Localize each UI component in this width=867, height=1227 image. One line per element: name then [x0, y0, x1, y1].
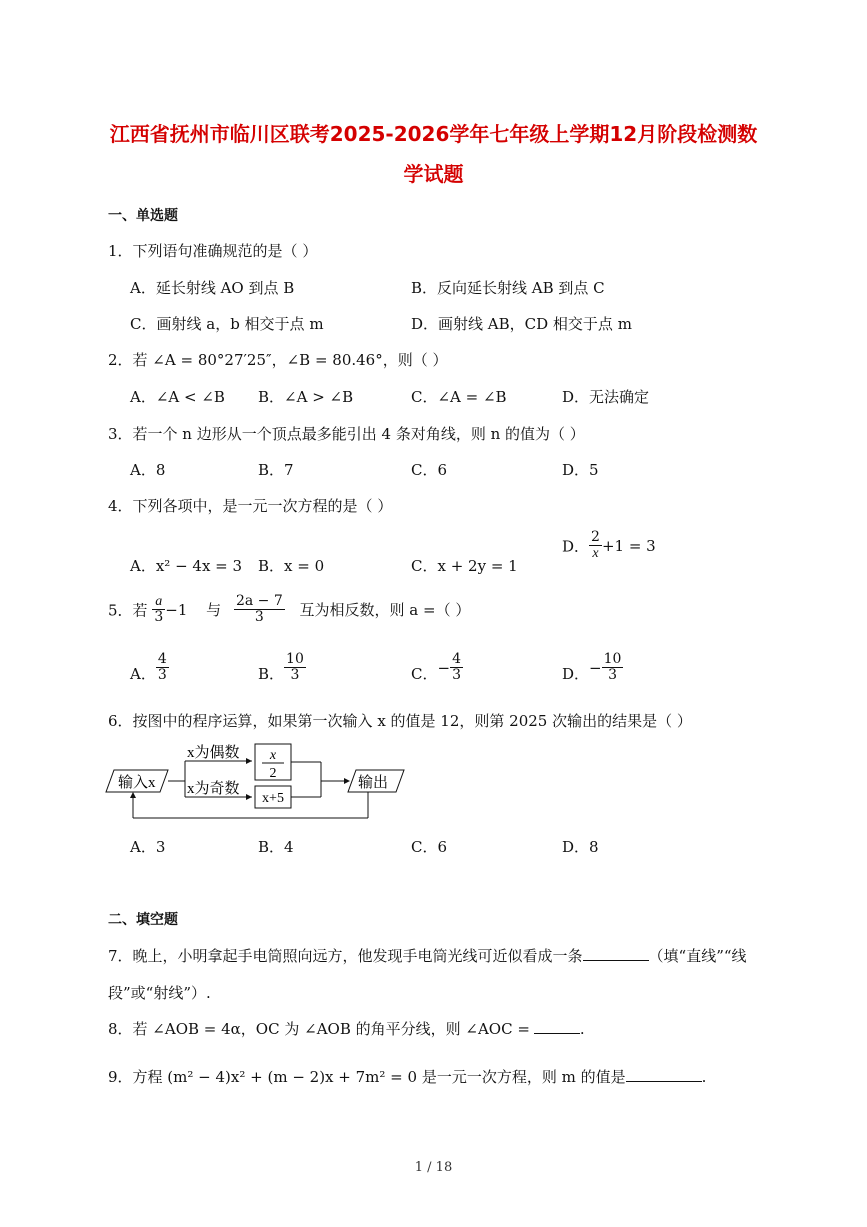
- q7-answer-blank[interactable]: [583, 959, 649, 961]
- q7-text-1: 7．晚上，小明拿起手电筒照向远方，他发现手电筒光线可近似看成一条: [108, 947, 583, 965]
- q4-d-numerator: 2: [591, 529, 600, 545]
- q5-stem: [108, 594, 470, 626]
- q2-stem: 2．若 ∠A = 80°27′25″，∠B = 80.46°，则（ ）: [108, 351, 448, 369]
- q5-a-fraction: [156, 652, 169, 684]
- q2-option-a: A．∠A < ∠B: [130, 388, 225, 406]
- q4-d-denominator: x: [592, 546, 599, 562]
- q3-option-a: A．8: [130, 461, 166, 479]
- q6-flowchart: [100, 740, 420, 830]
- q1-option-b: B．反向延长射线 AB 到点 C: [411, 279, 605, 297]
- q6-option-c: C．6: [411, 838, 448, 856]
- q4-option-d-label: D．: [562, 537, 590, 556]
- q5-a-num: 4: [157, 651, 167, 667]
- q5-mid: 与: [206, 601, 222, 620]
- q4-option-a: A．x² − 4x = 3: [130, 557, 243, 575]
- q3-option-d: D．5: [562, 461, 599, 479]
- flow-box1-num: x: [269, 748, 277, 763]
- q5-d-fraction: [602, 652, 624, 684]
- q1-stem: 1．下列语句准确规范的是（ ）: [108, 242, 318, 260]
- q2-option-b: B．∠A > ∠B: [258, 388, 354, 406]
- q8-stem: [108, 1018, 585, 1039]
- q5-a-den: 3: [157, 667, 167, 684]
- q5-f2-denominator: 3: [254, 609, 264, 626]
- q6-option-b: B．4: [258, 838, 294, 856]
- flow-output-label: 输出: [358, 775, 389, 791]
- q5-c-den: 3: [452, 667, 461, 684]
- q5-b-num: 10: [286, 651, 304, 667]
- q7-text-2: （填“直线”“线: [648, 947, 747, 965]
- q5-c-sign: −: [437, 658, 451, 677]
- q7-stem: [108, 945, 747, 966]
- q1-option-a: A．延长射线 AO 到点 B: [130, 279, 295, 297]
- flow-box2-label: x+5: [262, 791, 284, 806]
- exam-title-line1: 江西省抚州市临川区联考2025-2026学年七年级上学期12月阶段检测数: [109, 122, 758, 146]
- q6-option-a: A．3: [130, 838, 166, 856]
- q5-option-b: [258, 652, 306, 684]
- q6-option-d: D．8: [562, 838, 599, 856]
- q5-d-label: D．: [562, 664, 590, 683]
- q3-option-b: B．7: [258, 461, 294, 479]
- q5-d-den: 3: [608, 667, 617, 684]
- q5-prefix: 5．若: [108, 601, 148, 620]
- q4-option-d: [562, 530, 656, 562]
- q5-b-label: B．: [258, 664, 285, 683]
- q4-option-b: B．x = 0: [258, 557, 325, 575]
- q4-option-c: C．x + 2y = 1: [411, 557, 518, 575]
- q7-stem-cont: 段”或“射线”）.: [108, 984, 211, 1002]
- q9-text-2: .: [701, 1068, 707, 1086]
- q6-stem: 6．按图中的程序运算，如果第一次输入 x 的值是 12，则第 2025 次输出的结果是（ ）: [108, 712, 692, 730]
- q5-suffix: 互为相反数，则 a =（ ）: [299, 601, 471, 620]
- q2-option-c: C．∠A = ∠B: [411, 388, 507, 406]
- q5-b-den: 3: [290, 667, 300, 684]
- q5-option-c: [411, 652, 463, 684]
- q8-answer-blank[interactable]: [534, 1032, 580, 1034]
- flow-box1-den: 2: [269, 766, 277, 781]
- flow-input-label: 输入x: [118, 775, 156, 791]
- q5-f1-rest: −1: [165, 600, 188, 619]
- q1-option-d: D．画射线 AB，CD 相交于点 m: [411, 315, 632, 333]
- q5-a-label: A．: [130, 664, 156, 683]
- q5-c-num: 4: [452, 651, 461, 667]
- exam-title-line2: 学试题: [403, 162, 464, 186]
- q5-fraction-1: [152, 594, 165, 626]
- q1-option-c: C．画射线 a，b 相交于点 m: [130, 315, 324, 333]
- section-heading-fill: 二、填空题: [108, 912, 178, 928]
- q8-text-2: .: [579, 1020, 585, 1038]
- q5-b-fraction: [284, 652, 306, 684]
- q5-f1-numerator: a: [152, 594, 165, 610]
- flow-even-label: x为偶数: [187, 745, 240, 761]
- q3-stem: 3．若一个 n 边形从一个顶点最多能引出 4 条对角线，则 n 的值为（ ）: [108, 425, 585, 443]
- q5-c-label: C．: [411, 664, 438, 683]
- q9-stem: [108, 1066, 706, 1087]
- q4-d-rest: +1 = 3: [601, 536, 656, 555]
- q5-f1-denominator: 3: [154, 609, 164, 626]
- flow-odd-label: x为奇数: [187, 781, 240, 797]
- q5-option-a: [130, 652, 169, 684]
- q5-d-num: 10: [603, 651, 622, 667]
- q9-text-1: 9．方程 (m² − 4)x² + (m − 2)x + 7m² = 0 是一元一次方程，则 m 的值是: [108, 1068, 626, 1086]
- q4-stem: 4．下列各项中，是一元一次方程的是（ ）: [108, 497, 393, 515]
- q8-text-1: 8．若 ∠AOB = 4α，OC 为 ∠AOB 的角平分线，则 ∠AOC =: [108, 1020, 530, 1038]
- page-number: 1 / 18: [414, 1160, 453, 1175]
- q5-fraction-2: [234, 594, 285, 626]
- section-heading-choice: 一、单选题: [108, 208, 178, 224]
- q3-option-c: C．6: [411, 461, 448, 479]
- q9-answer-blank[interactable]: [626, 1080, 702, 1082]
- q2-option-d: D．无法确定: [562, 388, 650, 406]
- q4-option-d-fraction: [589, 530, 602, 562]
- q5-f2-numerator: 2a − 7: [235, 593, 283, 609]
- q5-d-sign: −: [589, 658, 602, 677]
- q5-option-d: [562, 652, 623, 684]
- q5-c-fraction: [450, 652, 463, 684]
